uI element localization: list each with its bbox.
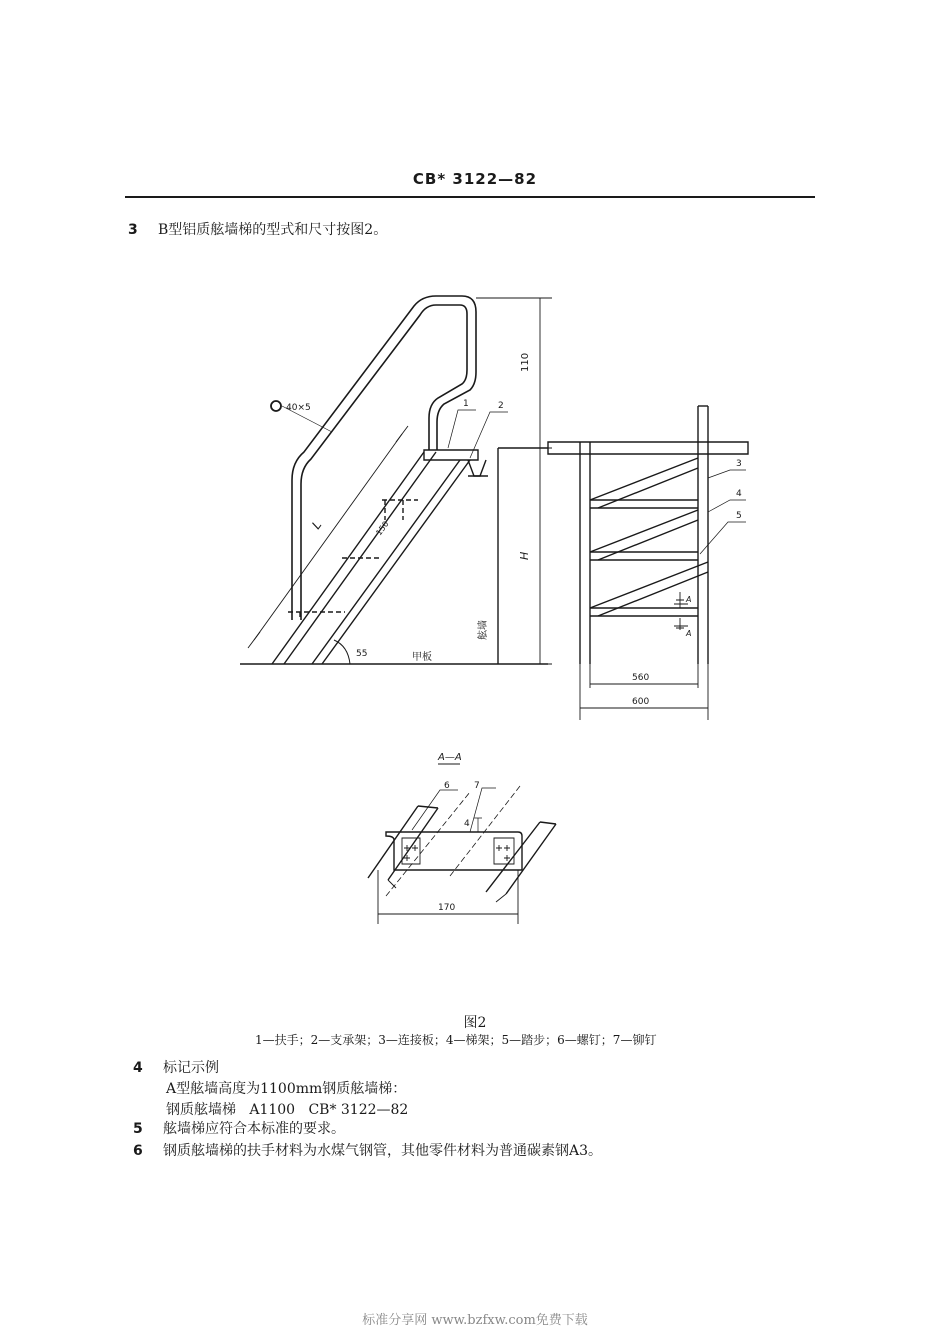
ladder-treads (288, 500, 418, 620)
side-view-labels (286, 353, 531, 663)
callout-6: 6 (444, 781, 450, 791)
callout-7: 7 (474, 781, 480, 791)
section-5 (133, 1118, 345, 1138)
side-view (240, 296, 552, 664)
section-5-text: 舷墙梯应符合本标准的要求。 (163, 1121, 345, 1137)
section-6-text: 钢质舷墙梯的扶手材料为水煤气钢管，其他零件材料为普通碳素钢A3。 (163, 1143, 603, 1159)
support-bracket (468, 460, 486, 476)
section-4 (133, 1057, 219, 1077)
right-post (698, 406, 708, 664)
footer-watermark: 标准分享网 www.bzfxw.com免费下载 (362, 1313, 588, 1328)
top-rail (548, 442, 748, 454)
figure-legend: 1—扶手；2—支承架；3—连接板；4—梯架；5—踏步；6—螺钉；7—铆钉 (255, 1033, 657, 1047)
document-header-title: CB* 3122—82 (412, 170, 538, 188)
section-number: 5 (133, 1121, 143, 1137)
dim-560-label: 560 (632, 673, 650, 683)
section-aa (368, 764, 556, 924)
dim-L-label: L (309, 518, 325, 532)
section-4-title: 标记示例 (163, 1060, 219, 1076)
marking-example-line-2: 钢质舷墙梯 A1100 CB* 3122—82 (166, 1102, 409, 1118)
angle-label: 55 (356, 649, 368, 659)
section-number: 4 (133, 1060, 143, 1076)
callout-3: 3 (736, 459, 742, 469)
dim-600-label: 600 (632, 697, 650, 707)
marking-example-line-1: A型舷墙高度为1100mm钢质舷墙梯： (166, 1081, 407, 1097)
dim-170-label: 170 (438, 903, 456, 913)
header-rule (125, 196, 815, 198)
deck-label: 甲板 (412, 652, 432, 663)
left-stringer-cut (368, 806, 438, 880)
callout-5: 5 (736, 511, 742, 521)
dim-H-label: H (518, 551, 531, 560)
front-view-labels (632, 459, 742, 707)
section-text: B型铝质舷墙梯的型式和尺寸按图2。 (158, 222, 388, 238)
pipe-spec-label: 40×5 (286, 403, 311, 413)
section-aa-title: A—A (438, 752, 462, 763)
pipe-symbol (271, 401, 281, 411)
section-6 (133, 1140, 602, 1160)
callout-1: 1 (463, 399, 469, 409)
dim-4-label: 4 (464, 819, 470, 829)
section-mark-bottom: A (686, 629, 692, 638)
handrail (292, 296, 476, 620)
callout-2: 2 (498, 401, 504, 411)
callout-4: 4 (736, 489, 742, 499)
section-number: 6 (133, 1143, 143, 1159)
section-mark-top: A (686, 595, 692, 604)
figure-caption: 图2 (463, 1015, 487, 1031)
dim-150-label: 150 (374, 519, 391, 538)
section-number: 3 (128, 222, 138, 238)
section-3 (128, 219, 387, 239)
bulwark-label: 舷墙 (478, 620, 489, 640)
figure-2-drawing (0, 280, 950, 940)
dim-110-label: 110 (520, 352, 531, 372)
left-post (580, 442, 590, 664)
